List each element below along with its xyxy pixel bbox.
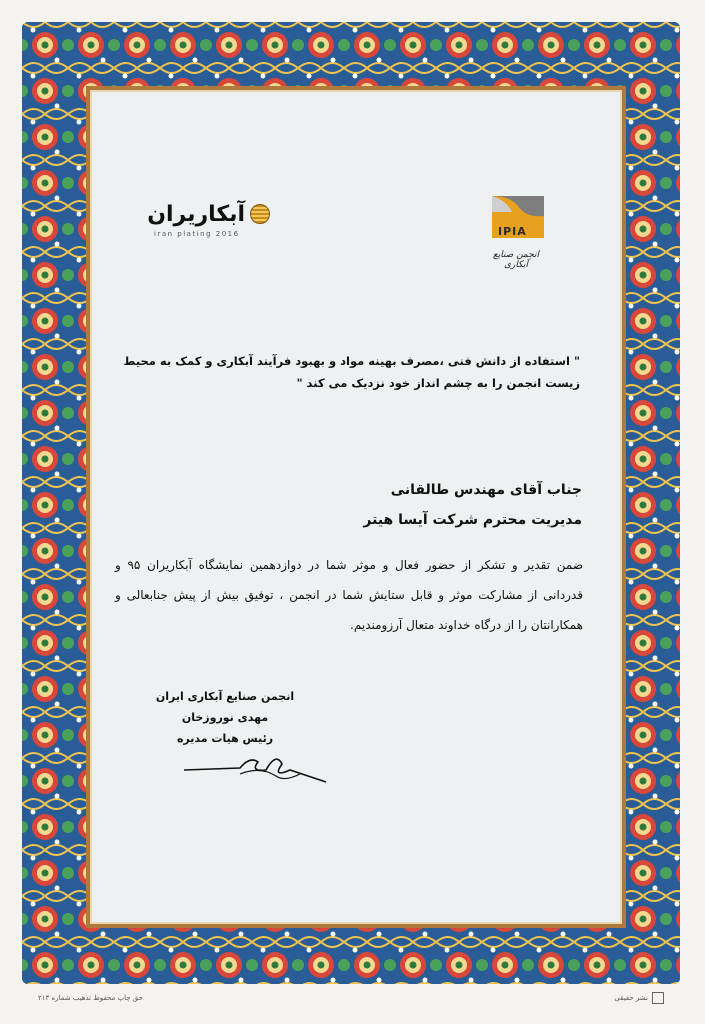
logo-tagline: iran plating 2016 <box>154 230 240 238</box>
globe-icon <box>250 204 270 224</box>
logo-abbreviation: IPIA <box>498 225 527 238</box>
signer-organization: انجمن صنایع آبکاری ایران <box>155 690 295 703</box>
abkariran-logo <box>147 200 275 246</box>
footer-publisher <box>590 992 670 1006</box>
signer-name: مهدی نوروزخان <box>181 711 269 724</box>
company-line: مدیریت محترم شرکت آیسا هیتر <box>363 512 582 528</box>
logo-subtitle: انجمن صنایع آبکاری <box>492 250 540 270</box>
motto-quote: " استفاده از دانش فنی ،مصرف بهینه مواد و بهبود فرآیند آبکاری و کمک به محیط زیست انجمن را به چشم انداز خود نزدیک می کند " <box>123 354 580 390</box>
signature-block <box>140 686 310 749</box>
recipient-line: جناب آقای مهندس طالقانی <box>390 482 582 498</box>
appreciation-text: ضمن تقدیر و تشکر از حضور فعال و موثر شما در دوازدهمین نمایشگاه آبکاریران ۹۵ و قدردانی از مشارکت موثر و قابل ستایش شما در انجمن ، توفیق بیش از پیش جنابعالی و همکارانتان را از درگاه خداوند متعال آرزومندیم. <box>115 558 584 632</box>
footer-copyright: حق چاپ محفوظ تذهیب شماره ۲۱۳ <box>38 994 143 1002</box>
publisher-icon <box>652 992 664 1004</box>
signer-title: رئیس هیات مدیره <box>176 732 274 745</box>
publisher-label: نشر حقیقی <box>614 994 648 1002</box>
logo-wordmark: آبکاریران <box>147 202 245 227</box>
ipia-logo <box>480 192 560 282</box>
handwritten-signature <box>180 748 330 788</box>
